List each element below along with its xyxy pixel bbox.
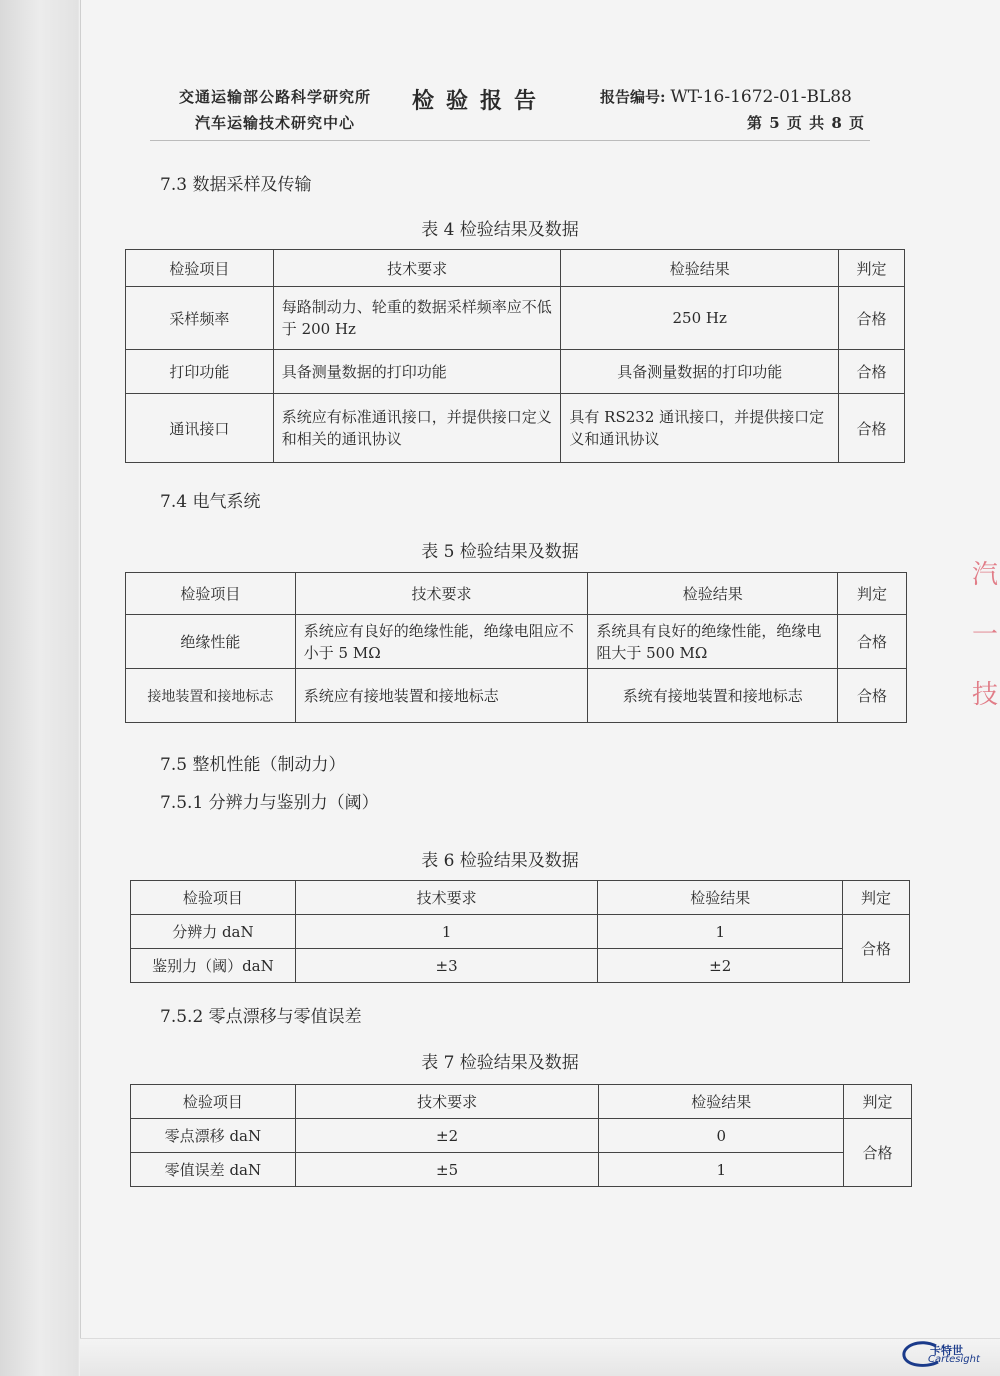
table7-result: 1 [599,1153,844,1187]
table-row [126,615,907,669]
org-line2: 汽车运输技术研究中心 [194,114,355,132]
table5-verdict: 合格 [838,669,907,723]
table6 [130,880,910,983]
table4-result: 具有 RS232 通讯接口，并提供接口定义和通讯协议 [561,394,839,463]
table4-verdict: 合格 [839,350,905,394]
table4-header-row [126,250,905,287]
table7-req: ±5 [295,1153,599,1187]
section-7-4-title: 7.4 电气系统 [160,492,261,512]
table4-item: 通讯接口 [126,394,274,463]
table6-header-result: 检验结果 [598,881,843,915]
table7-item: 零值误差 daN [131,1153,296,1187]
table-row [126,287,905,350]
table4-header-item: 检验项目 [126,250,274,287]
table5-result: 系统具有良好的绝缘性能，绝缘电阻大于 500 MΩ [588,615,838,669]
table7-verdict: 合格 [844,1119,912,1187]
table6-item: 分辨力 daN [131,915,296,949]
watermark-logo [900,1340,990,1370]
table-row [131,1153,912,1187]
table-row [131,1119,912,1153]
page-info: 第 5 页 共 8 页 [747,114,865,132]
table7-caption: 表 7 检验结果及数据 [421,1053,579,1073]
table7 [130,1084,912,1187]
table5-item: 绝缘性能 [126,615,296,669]
seal-char: 一 [971,620,998,650]
table7-result: 0 [599,1119,844,1153]
table5 [125,572,907,723]
table6-verdict: 合格 [843,915,910,983]
table6-header-item: 检验项目 [131,881,296,915]
table6-result: ±2 [598,949,843,983]
table5-header-verdict: 判定 [838,573,907,615]
scan-binding-edge [0,0,81,1376]
table6-req: 1 [295,915,598,949]
table5-header-row [126,573,907,615]
table4-req: 系统应有标准通讯接口，并提供接口定义和相关的通讯协议 [273,394,561,463]
org-name [150,84,400,136]
table6-caption: 表 6 检验结果及数据 [421,851,579,871]
report-no-label: 报告编号: [600,88,666,106]
table5-verdict: 合格 [838,615,907,669]
table4-header-result: 检验结果 [561,250,839,287]
section-7-5-1-title: 7.5.1 分辨力与鉴别力（阈） [160,793,379,813]
watermark-sub: Cartesight [928,1354,980,1365]
seal-stamp-fragment [970,545,1000,735]
table4 [125,249,905,463]
table7-header-result: 检验结果 [599,1085,844,1119]
table-row [126,669,907,723]
page-edge-line [80,1338,1000,1339]
report-no: WT-16-1672-01-BL88 [670,87,852,107]
table5-req: 系统应有良好的绝缘性能，绝缘电阻应不小于 5 MΩ [295,615,588,669]
table5-caption: 表 5 检验结果及数据 [421,542,579,562]
table4-item: 采样频率 [126,287,274,350]
seal-char: 汽 [971,560,998,590]
table6-header-row [131,881,910,915]
table7-req: ±2 [295,1119,599,1153]
table5-result: 系统有接地装置和接地标志 [588,669,838,723]
table4-result: 250 Hz [561,287,839,350]
table4-item: 打印功能 [126,350,274,394]
table7-header-verdict: 判定 [844,1085,912,1119]
table4-req: 每路制动力、轮重的数据采样频率应不低于 200 Hz [273,287,561,350]
table-row [126,394,905,463]
table4-caption: 表 4 检验结果及数据 [421,220,579,240]
table4-req: 具备测量数据的打印功能 [273,350,561,394]
seal-char: 技 [971,680,998,710]
section-7-3-title: 7.3 数据采样及传输 [160,175,312,195]
table4-header-verdict: 判定 [839,250,905,287]
table7-header-item: 检验项目 [131,1085,296,1119]
table6-result: 1 [598,915,843,949]
table5-item: 接地装置和接地标志 [126,669,296,723]
report-meta [600,84,865,136]
table6-header-req: 技术要求 [295,881,598,915]
scan-bottom-strip [80,1338,1000,1376]
table-row [126,350,905,394]
table7-header-req: 技术要求 [295,1085,599,1119]
table-row [131,949,910,983]
table6-req: ±3 [295,949,598,983]
table-row [131,915,910,949]
table4-verdict: 合格 [839,287,905,350]
table5-header-item: 检验项目 [126,573,296,615]
table5-header-result: 检验结果 [588,573,838,615]
section-7-5-2-title: 7.5.2 零点漂移与零值误差 [160,1007,362,1027]
section-7-5-title: 7.5 整机性能（制动力） [160,755,346,775]
org-line1: 交通运输部公路科学研究所 [178,88,371,106]
table4-header-req: 技术要求 [273,250,561,287]
table4-result: 具备测量数据的打印功能 [561,350,839,394]
header-divider [150,140,870,141]
table7-item: 零点漂移 daN [131,1119,296,1153]
table5-req: 系统应有接地装置和接地标志 [295,669,588,723]
watermark-text: 卡特世 [930,1344,963,1357]
table7-header-row [131,1085,912,1119]
report-title: 检验报告 [412,88,549,114]
table4-verdict: 合格 [839,394,905,463]
table6-item: 鉴别力（阈）daN [131,949,296,983]
table6-header-verdict: 判定 [843,881,910,915]
table5-header-req: 技术要求 [295,573,588,615]
